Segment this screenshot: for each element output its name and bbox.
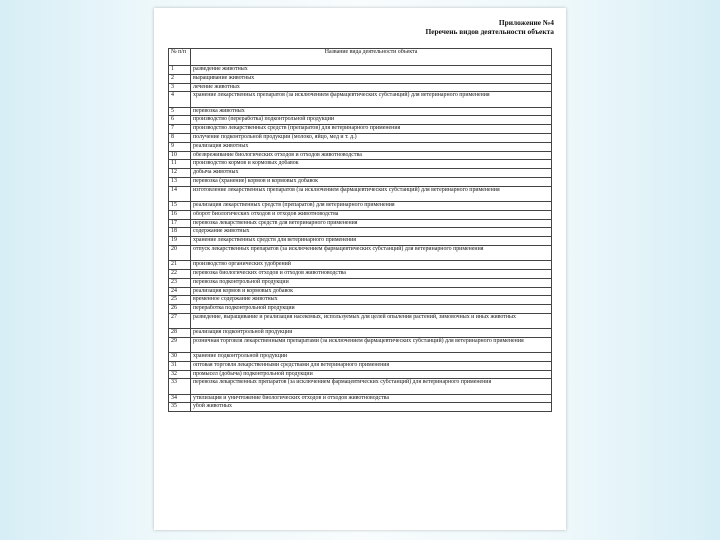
table-row	[169, 201, 552, 210]
document-title: Перечень видов деятельности объекта	[425, 27, 554, 36]
activity-name: содержание животных	[191, 228, 552, 237]
row-number: 20	[169, 245, 191, 260]
row-number: 9	[169, 142, 191, 151]
table-row	[169, 160, 552, 169]
activity-name: оптовая торговля лекарственными средствами для ветеринарного применения	[191, 361, 552, 370]
row-number: 17	[169, 219, 191, 228]
table-row	[169, 66, 552, 75]
activity-name: перевозка лекарственных средств для ветеринарного применения	[191, 219, 552, 228]
activity-name: получение подконтрольной продукции (молоко, яйцо, мед и т. д.)	[191, 133, 552, 142]
column-header-number: № п/п	[169, 49, 191, 66]
row-number: 32	[169, 370, 191, 379]
table-row	[169, 125, 552, 134]
table-row	[169, 296, 552, 305]
row-number: 19	[169, 237, 191, 246]
row-number: 18	[169, 228, 191, 237]
table-row	[169, 403, 552, 412]
table-row	[169, 177, 552, 186]
table-row	[169, 361, 552, 370]
activity-name: утилизация и уничтожение биологических отходов и отходов животноводства	[191, 394, 552, 403]
activity-name: производство кормов и кормовых добавок	[191, 160, 552, 169]
table-row	[169, 261, 552, 270]
activity-name: реализация кормов и кормовых добавок	[191, 287, 552, 296]
table-body	[169, 66, 552, 412]
activity-table	[168, 48, 552, 412]
table-row	[169, 74, 552, 83]
table-row	[169, 116, 552, 125]
table-row	[169, 107, 552, 116]
activity-name: розничная торговля лекарственными препаратами (за исключением фармацевтических субстанций) для ветеринарного применения	[191, 337, 552, 352]
activity-name: убой животных	[191, 403, 552, 412]
row-number: 6	[169, 116, 191, 125]
table-row	[169, 237, 552, 246]
activity-name: оборот биологических отходов и отходов животноводства	[191, 210, 552, 219]
document-header	[426, 18, 554, 36]
table-row	[169, 329, 552, 338]
table-row	[169, 370, 552, 379]
table-row	[169, 186, 552, 201]
table-row	[169, 287, 552, 296]
row-number: 4	[169, 92, 191, 107]
row-number: 2	[169, 74, 191, 83]
document-page	[154, 8, 566, 530]
activity-name: хранение подконтрольной продукции	[191, 353, 552, 362]
table-row	[169, 313, 552, 328]
row-number: 29	[169, 337, 191, 352]
row-number: 14	[169, 186, 191, 201]
activity-name: реализация подконтрольной продукции	[191, 329, 552, 338]
row-number: 7	[169, 125, 191, 134]
activity-name: промысел (добыча) подконтрольной продукции	[191, 370, 552, 379]
row-number: 1	[169, 66, 191, 75]
table-row	[169, 394, 552, 403]
activity-name: разведение, выращивание и реализация насекомых, используемых для целей опыления растений, зимовочных и иных животных	[191, 313, 552, 328]
table-row	[169, 269, 552, 278]
activity-name: добыча животных	[191, 169, 552, 178]
row-number: 10	[169, 151, 191, 160]
row-number: 27	[169, 313, 191, 328]
activity-name: разведение животных	[191, 66, 552, 75]
row-number: 26	[169, 305, 191, 314]
activity-name: производство органических удобрений	[191, 261, 552, 270]
activity-name: перевозка животных	[191, 107, 552, 116]
row-number: 16	[169, 210, 191, 219]
row-number: 22	[169, 269, 191, 278]
activity-name: производство лекарственных средств (препаратов) для ветеринарного применения	[191, 125, 552, 134]
activity-name: реализация лекарственных средств (препаратов) для ветеринарного применения	[191, 201, 552, 210]
row-number: 13	[169, 177, 191, 186]
column-header-name: Название вида деятельности объекта	[191, 49, 552, 66]
activity-name: лечение животных	[191, 83, 552, 92]
activity-name: обезвреживание биологических отходов и отходов животноводства	[191, 151, 552, 160]
row-number: 8	[169, 133, 191, 142]
row-number: 12	[169, 169, 191, 178]
table-row	[169, 228, 552, 237]
table-row	[169, 142, 552, 151]
activity-name: перевозка биологических отходов и отходов животноводства	[191, 269, 552, 278]
activity-name: хранение лекарственных средств для ветеринарного применения	[191, 237, 552, 246]
activity-name: хранение лекарственных препаратов (за исключением фармацевтических субстанций) для ветеринарного применения	[191, 92, 552, 107]
table-row	[169, 337, 552, 352]
row-number: 33	[169, 379, 191, 394]
table-row	[169, 278, 552, 287]
table-row	[169, 151, 552, 160]
table-header-row	[169, 49, 552, 66]
row-number: 28	[169, 329, 191, 338]
table-row	[169, 245, 552, 260]
row-number: 5	[169, 107, 191, 116]
row-number: 30	[169, 353, 191, 362]
activity-name: отпуск лекарственных препаратов (за исключением фармацевтических субстанций) для ветеринарного применения	[191, 245, 552, 260]
table-row	[169, 305, 552, 314]
row-number: 21	[169, 261, 191, 270]
activity-name: перевозка (хранение) кормов и кормовых добавок	[191, 177, 552, 186]
activity-name: изготовление лекарственных препаратов (за исключением фармацевтических субстанций) для ветеринарного применения	[191, 186, 552, 201]
activity-name: выращивание животных	[191, 74, 552, 83]
activity-name: реализация животных	[191, 142, 552, 151]
appendix-label: Приложение №4	[498, 18, 554, 27]
row-number: 35	[169, 403, 191, 412]
activity-name: перевозка лекарственных препаратов (за исключением фармацевтических субстанций) для ветеринарного применения	[191, 379, 552, 394]
table-row	[169, 219, 552, 228]
activity-name: перевозка подконтрольной продукции	[191, 278, 552, 287]
table-row	[169, 210, 552, 219]
row-number: 3	[169, 83, 191, 92]
table-row	[169, 83, 552, 92]
row-number: 23	[169, 278, 191, 287]
table-row	[169, 353, 552, 362]
activity-name: временное содержание животных	[191, 296, 552, 305]
row-number: 24	[169, 287, 191, 296]
row-number: 25	[169, 296, 191, 305]
activity-name: переработка подконтрольной продукции	[191, 305, 552, 314]
row-number: 11	[169, 160, 191, 169]
row-number: 31	[169, 361, 191, 370]
table-row	[169, 379, 552, 394]
row-number: 15	[169, 201, 191, 210]
table-row	[169, 92, 552, 107]
table-row	[169, 169, 552, 178]
row-number: 34	[169, 394, 191, 403]
activity-name: производство (переработка) подконтрольной продукции	[191, 116, 552, 125]
table-row	[169, 133, 552, 142]
